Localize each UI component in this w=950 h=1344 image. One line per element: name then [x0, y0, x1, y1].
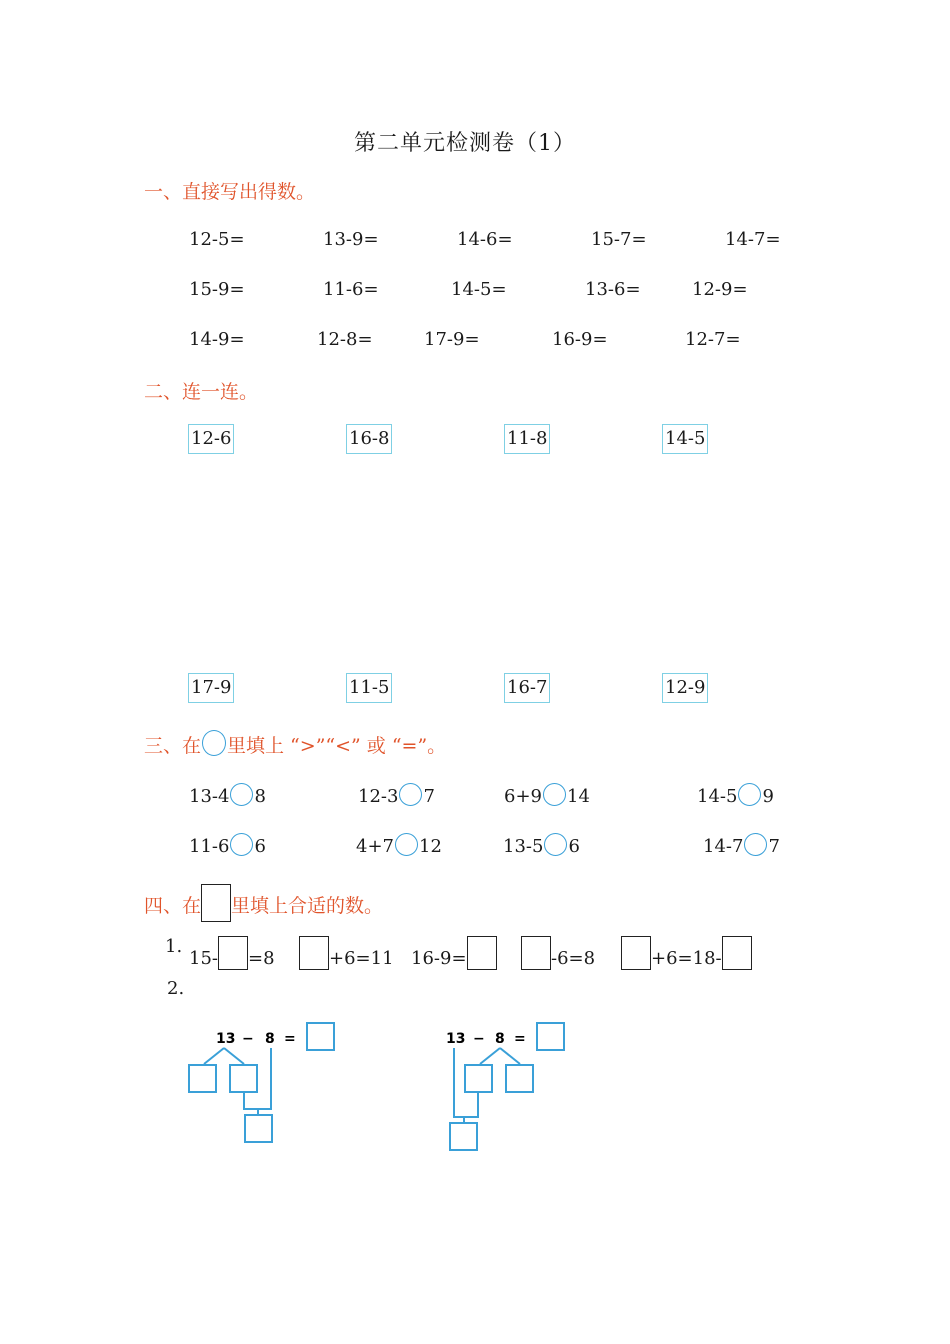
decompose-diagram-right	[440, 1015, 610, 1160]
diagram-equals: =	[514, 1031, 526, 1047]
compare-item	[504, 783, 590, 807]
compare-right: 7	[768, 836, 780, 857]
compare-right: 14	[567, 786, 590, 807]
branch-line	[480, 1048, 500, 1064]
section4-heading	[144, 884, 383, 922]
problem: 15-9=	[189, 279, 245, 300]
problem: 12-9=	[692, 279, 748, 300]
compare-circle[interactable]	[738, 783, 761, 806]
compare-item	[358, 783, 435, 807]
compare-left: 14-7	[703, 836, 744, 857]
fill-text: 15-	[189, 948, 218, 969]
section2-heading: 二、连一连。	[144, 381, 259, 403]
split-box[interactable]	[189, 1065, 216, 1092]
fill-item	[189, 936, 275, 970]
problem: 12-8=	[317, 329, 373, 350]
match-card-top[interactable]: 11-8	[504, 424, 550, 454]
branch-line	[224, 1048, 244, 1064]
compare-left: 13-4	[189, 786, 230, 807]
section3-heading-pre: 三、在	[144, 735, 202, 757]
section3-heading-post: 里填上 “>”“<” 或 “=”。	[227, 735, 447, 757]
match-card-bottom[interactable]: 12-9	[662, 673, 708, 703]
compare-left: 14-5	[697, 786, 738, 807]
branch-line	[500, 1048, 520, 1064]
compare-right: 6	[568, 836, 580, 857]
compare-item	[503, 833, 580, 857]
fill-item	[521, 936, 595, 970]
problem: 16-9=	[552, 329, 608, 350]
match-card-bottom[interactable]: 11-5	[346, 673, 392, 703]
compare-circle[interactable]	[230, 833, 253, 856]
fill-text: =8	[248, 948, 275, 969]
compare-item	[189, 783, 266, 807]
compare-circle[interactable]	[230, 783, 253, 806]
compare-circle[interactable]	[544, 833, 567, 856]
answer-box[interactable]	[218, 936, 248, 970]
section4-heading-post: 里填上合适的数。	[231, 895, 384, 917]
fill-item	[299, 936, 394, 970]
match-card-bottom[interactable]: 17-9	[188, 673, 234, 703]
fill-text: +6=11	[329, 948, 394, 969]
fill-item	[621, 936, 752, 970]
compare-circle[interactable]	[543, 783, 566, 806]
problem: 12-5=	[189, 229, 245, 250]
branch-line	[204, 1048, 224, 1064]
compare-left: 12-3	[358, 786, 399, 807]
split-box[interactable]	[230, 1065, 257, 1092]
problem: 13-9=	[323, 229, 379, 250]
problem: 17-9=	[424, 329, 480, 350]
result-box[interactable]	[450, 1123, 477, 1150]
diagram-number-8: 8	[265, 1031, 275, 1047]
match-card-top[interactable]: 14-5	[662, 424, 708, 454]
compare-circle[interactable]	[399, 783, 422, 806]
problem: 13-6=	[585, 279, 641, 300]
fill-text: -6=8	[551, 948, 596, 969]
diagram-operator: −	[473, 1031, 485, 1047]
compare-left: 13-5	[503, 836, 544, 857]
problem: 14-6=	[457, 229, 513, 250]
diagram-number-13: 13	[216, 1031, 236, 1047]
fill-text: +6=18-	[651, 948, 722, 969]
compare-left: 4+7	[356, 836, 394, 857]
compare-right: 8	[254, 786, 266, 807]
section1-heading: 一、直接写出得数。	[144, 181, 316, 203]
problem: 14-5=	[451, 279, 507, 300]
section4-heading-pre: 四、在	[144, 895, 202, 917]
section3-heading	[144, 730, 446, 758]
compare-right: 9	[762, 786, 774, 807]
compare-item	[189, 833, 266, 857]
match-card-top[interactable]: 16-8	[346, 424, 392, 454]
diagram-number-8: 8	[495, 1031, 505, 1047]
diagram-equals: =	[284, 1031, 296, 1047]
compare-circle[interactable]	[744, 833, 767, 856]
diagram-operator: −	[242, 1031, 254, 1047]
problem: 11-6=	[323, 279, 379, 300]
problem: 12-7=	[685, 329, 741, 350]
problem: 14-7=	[725, 229, 781, 250]
fill-text: 16-9=	[411, 948, 467, 969]
result-box[interactable]	[245, 1115, 272, 1142]
compare-item	[356, 833, 442, 857]
split-box[interactable]	[506, 1065, 533, 1092]
problem: 14-9=	[189, 329, 245, 350]
answer-box[interactable]	[467, 936, 497, 970]
answer-box[interactable]	[299, 936, 329, 970]
page-title: 第二单元检测卷（1）	[354, 131, 576, 156]
compare-item	[703, 833, 780, 857]
fill-item	[411, 936, 497, 970]
decompose-diagram-left	[180, 1015, 350, 1155]
answer-box[interactable]	[521, 936, 551, 970]
compare-right: 12	[419, 836, 442, 857]
q1-number: 1.	[165, 936, 183, 957]
match-card-top[interactable]: 12-6	[188, 424, 234, 454]
compare-right: 6	[254, 836, 266, 857]
square-icon	[201, 884, 231, 922]
compare-left: 11-6	[189, 836, 230, 857]
answer-box[interactable]	[722, 936, 752, 970]
problem: 15-7=	[591, 229, 647, 250]
circle-icon	[202, 730, 226, 756]
answer-box[interactable]	[621, 936, 651, 970]
split-box[interactable]	[465, 1065, 492, 1092]
diagram-number-13: 13	[446, 1031, 466, 1047]
q2-number: 2.	[167, 978, 185, 999]
match-card-bottom[interactable]: 16-7	[504, 673, 550, 703]
compare-right: 7	[423, 786, 435, 807]
diagram-answer-box[interactable]	[307, 1023, 334, 1050]
compare-circle[interactable]	[395, 833, 418, 856]
diagram-answer-box[interactable]	[537, 1023, 564, 1050]
compare-item	[697, 783, 774, 807]
compare-left: 6+9	[504, 786, 542, 807]
